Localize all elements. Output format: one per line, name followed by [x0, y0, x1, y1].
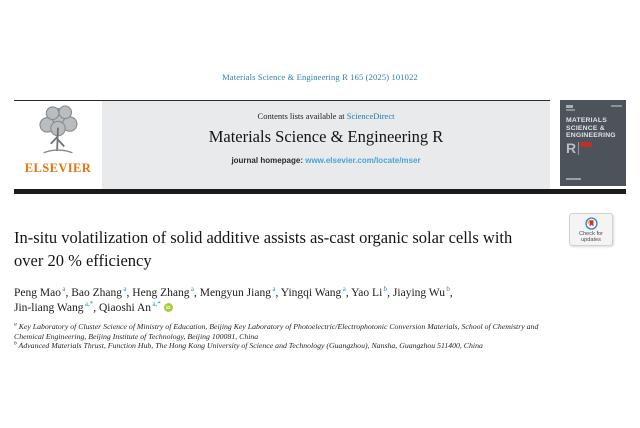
author-name: Qiaoshi An: [98, 301, 152, 314]
homepage-prefix: journal homepage:: [231, 156, 306, 165]
author-name: Peng Mao: [14, 287, 61, 299]
cover-letter-r: R: [566, 140, 577, 156]
homepage-line: [102, 156, 550, 165]
author-name: Jiaying Wu: [392, 287, 445, 299]
affiliations: [14, 322, 618, 351]
author-name: Bao Zhang: [71, 287, 123, 299]
contents-prefix: Contents lists available at: [257, 111, 347, 121]
banner-bottom-rule: [14, 189, 626, 194]
sciencedirect-link[interactable]: ScienceDirect: [346, 111, 395, 121]
author-line: Peng Mao $^a$, Bao Zhang $^a$, Heng Zhang $^a$, Mengyun Jiang $^a$, Yingqi Wang $^a$, Yao Li $^b$, Jiaying Wu $^b$,: [14, 285, 453, 299]
author-affiliation-sup: b: [444, 285, 450, 294]
author-affiliation-sup: a: [189, 285, 194, 294]
article-title: [14, 227, 576, 272]
affiliation-line: Chemical Engineering, Beijing Institute of Technology, Beijing 100081, China: [14, 331, 259, 341]
cover-mini-logo: [566, 105, 573, 108]
cover-journal-title: [566, 117, 616, 140]
author-name: Yingqi Wang: [280, 287, 342, 299]
cover-footer-fineprint-bar: [566, 178, 581, 180]
cover-divider-line: [578, 142, 579, 155]
journal-title: Materials Science & Engineering R: [208, 127, 444, 146]
author-affiliation-sup: a: [60, 285, 66, 294]
elsevier-tree-icon: [31, 104, 85, 162]
author-name: Mengyun Jiang: [199, 287, 271, 299]
cover-issue-fineprint-bar: [611, 105, 622, 107]
author-name: Heng Zhang: [132, 287, 190, 299]
author-line: Jin-liang Wang $^{a,*}$, Qiaoshi An $^{a,*}$ iD: [14, 301, 576, 316]
cover-title-line: SCIENCE &: [566, 124, 605, 132]
elsevier-logo: [14, 101, 102, 189]
cover-mini-logo-text: [566, 109, 575, 111]
orcid-icon[interactable]: iD: [164, 303, 173, 312]
article-title-line: over 20 % efficiency: [14, 250, 152, 270]
badge-text-line1: Check for: [579, 230, 603, 237]
journal-homepage-link[interactable]: www.elsevier.com/locate/mser: [305, 156, 421, 165]
cover-title-line: MATERIALS: [566, 117, 607, 124]
affiliation-sup: a: [14, 321, 17, 328]
contents-line: [102, 101, 550, 121]
affiliation-line: $^a$ Key Laboratory of Cluster Science of Ministry of Education, Beijing Key Laboratory of Photoelectric/Electrophotonic Conversion Materials, School of Chemistry and: [14, 321, 539, 331]
author-affiliation-sup: a: [122, 285, 127, 294]
affiliation-sup: b: [14, 340, 17, 347]
affiliation-line: $^b$ Advanced Materials Thrust, Function Hub, The Hong Kong University of Science and Technology (Guangzhou), Nansha, Guangzhou 511400, China: [14, 340, 483, 351]
cover-title-line: ENGINEERING: [566, 132, 616, 140]
article-title-line: In-situ volatilization of solid additive assists as-cast organic solar cells with: [14, 228, 513, 247]
author-affiliation-sup: a,*: [151, 299, 161, 308]
author-name: Yao Li: [351, 287, 383, 299]
journal-cover-thumbnail: [560, 100, 626, 186]
cover-red-badge: [580, 142, 592, 147]
banner-gray-panel: [102, 101, 550, 189]
badge-text-line2: updates: [581, 236, 601, 243]
author-name: Jin-liang Wang: [14, 301, 84, 314]
author-list: [14, 286, 576, 315]
author-affiliation-sup: b: [382, 285, 388, 294]
elsevier-wordmark: ELSEVIER: [24, 161, 92, 175]
author-affiliation-sup: a: [341, 285, 346, 294]
journal-header-banner: [14, 101, 550, 189]
journal-citation-line: Materials Science & Engineering R 165 (2025) 101022: [222, 72, 418, 82]
author-affiliation-sup: a,*: [83, 299, 94, 308]
crossmark-icon: [585, 217, 598, 230]
author-affiliation-sup: a: [270, 285, 276, 294]
